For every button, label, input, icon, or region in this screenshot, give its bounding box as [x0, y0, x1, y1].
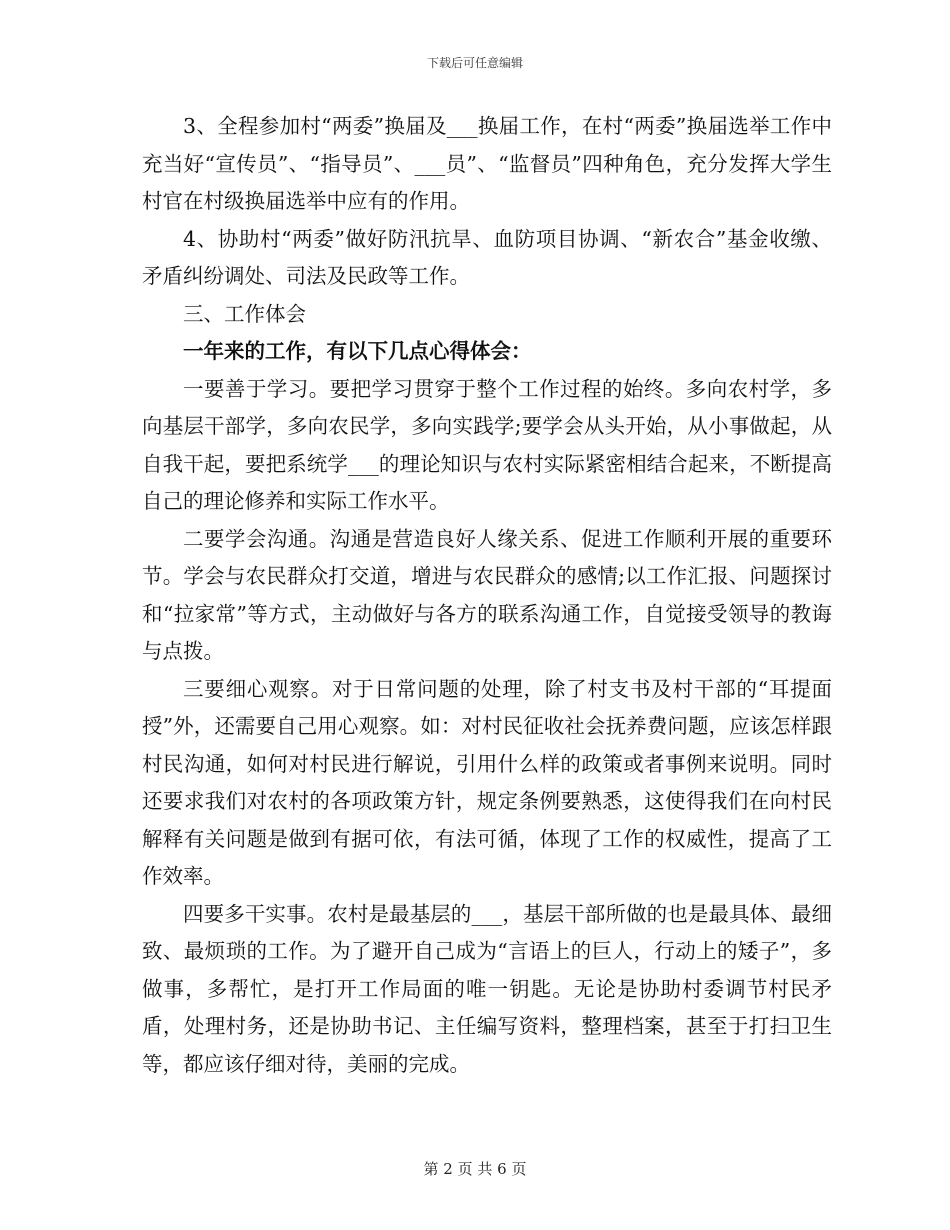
page-number: 第 2 页 共 6 页 [423, 1160, 527, 1178]
section-intro: 一年来的工作，有以下几点心得体会： [183, 339, 532, 363]
header-note: 下载后可任意编辑 [426, 56, 523, 70]
paragraph-observation: 三要细心观察。对于日常问题的处理，除了村支书及村干部的“耳提面授”外，还需要自己用心观察。如：对村民征收社会抚养费问题，应该怎样跟村民沟通，如何对村民进行解说，引用什么样的政策或者事例来说明。同时还要求我们对农村的各项政策方针，规定条例要熟悉，这使得我们在向村民解释有关问题是做到有据可依，有法可循，体现了工作的权威性，提高了工作效率。 [142, 676, 832, 888]
paragraph-item-3: 3、全程参加村“两委”换届及___换届工作，在村“两委”换届选举工作中充当好“宣传员”、“指导员”、___员”、“监督员”四种角色，充分发挥大学生村官在村级换届选举中应有的作用。 [142, 114, 832, 213]
paragraph-item-4: 4、协助村“两委”做好防汛抗旱、血防项目协调、“新农合”基金收缴、矛盾纠纷调处、司法及民政等工作。 [142, 226, 832, 288]
section-heading: 三、工作体会 [183, 301, 306, 326]
document-body [142, 108, 832, 1083]
paragraph-communication: 二要学会沟通。沟通是营造良好人缘关系、促进工作顺利开展的重要环节。学会与农民群众打交道，增进与农民群众的感情;以工作汇报、问题探讨和“拉家常”等方式，主动做好与各方的联系沟通工作，自觉接受领导的教诲与点拨。 [142, 526, 832, 663]
paragraph-learning: 一要善于学习。要把学习贯穿于整个工作过程的始终。多向农村学，多向基层干部学，多向农民学，多向实践学;要学会从头开始，从小事做起，从自我干起，要把系统学___的理论知识与农村实际紧密相结合起来，不断提高自己的理论修养和实际工作水平。 [142, 376, 832, 513]
paragraph-practical-work: 四要多干实事。农村是最基层的___，基层干部所做的也是最具体、最细致、最烦琐的工作。为了避开自己成为“言语上的巨人，行动上的矮子”，多做事，多帮忙，是打开工作局面的唯一钥匙。无论是协助村委调节村民矛盾，处理村务，还是协助书记、主任编写资料，整理档案，甚至于打扫卫生等，都应该仔细对待，美丽的完成。 [142, 901, 832, 1076]
